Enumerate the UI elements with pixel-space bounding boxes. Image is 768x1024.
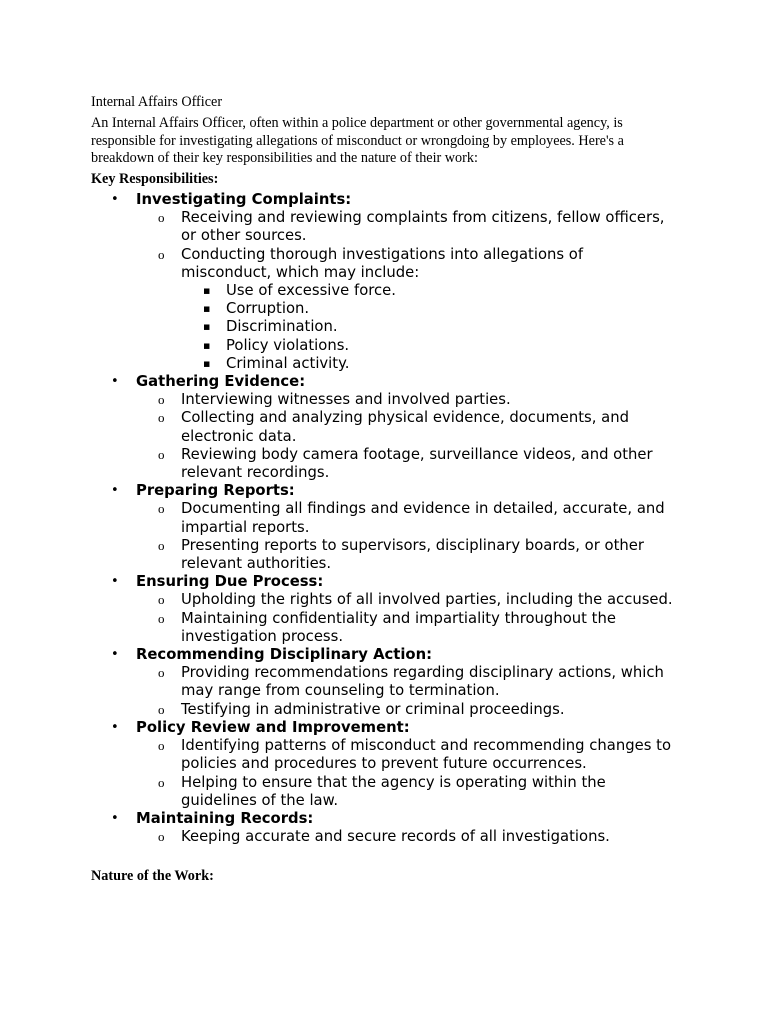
detail-item xyxy=(136,446,676,482)
bullet-circle: o xyxy=(158,665,165,681)
bullet-square: ▪ xyxy=(203,356,211,370)
bullet-circle: o xyxy=(158,210,165,226)
responsibilities-list xyxy=(0,191,768,846)
bullet-circle: o xyxy=(158,829,165,845)
bullet-circle: o xyxy=(158,392,165,408)
responsibility-detail-list xyxy=(136,500,676,573)
misconduct-type-text: Discrimination. xyxy=(226,318,338,336)
bullet-disc: • xyxy=(111,374,119,390)
misconduct-type-item xyxy=(181,282,676,300)
intro-paragraph: An Internal Affairs Officer, often within a police department or other governmental agency, is responsible for investigating allegations of misconduct or wrongdoing by employees. Here's a breakdown of their key responsibilities and the nature of their work: xyxy=(91,115,624,166)
bullet-disc: • xyxy=(111,719,119,735)
bullet-disc: • xyxy=(111,810,119,826)
responsibility-heading: Maintaining Records: xyxy=(136,809,314,827)
misconduct-type-item xyxy=(181,300,676,318)
responsibility-item xyxy=(0,573,676,646)
detail-text: Conducting thorough investigations into allegations of misconduct, which may include: xyxy=(181,245,584,281)
bullet-square: ▪ xyxy=(203,284,211,298)
detail-text: Reviewing body camera footage, surveillance videos, and other relevant recordings. xyxy=(181,445,653,482)
detail-text: Receiving and reviewing complaints from citizens, fellow officers, or other sources. xyxy=(181,209,665,245)
misconduct-type-item xyxy=(181,318,676,336)
responsibility-heading: Recommending Disciplinary Action: xyxy=(136,646,433,664)
misconduct-type-text: Use of excessive force. xyxy=(226,282,396,300)
bullet-square: ▪ xyxy=(203,320,211,334)
detail-item xyxy=(136,701,676,719)
bullet-circle: o xyxy=(158,501,165,517)
responsibility-heading: Gathering Evidence: xyxy=(136,373,306,391)
bullet-circle: o xyxy=(158,446,165,462)
detail-item xyxy=(136,209,676,245)
responsibility-detail-list xyxy=(136,737,676,810)
bullet-circle: o xyxy=(158,592,165,608)
bullet-square: ▪ xyxy=(203,302,211,316)
detail-item xyxy=(136,664,676,700)
bullet-disc: • xyxy=(111,647,119,663)
responsibility-detail-list xyxy=(136,591,676,646)
misconduct-type-text: Criminal activity. xyxy=(226,354,350,372)
responsibility-heading: Investigating Complaints: xyxy=(136,191,352,208)
detail-item xyxy=(136,500,676,536)
responsibility-item xyxy=(0,646,676,719)
detail-item xyxy=(136,610,676,646)
responsibility-item xyxy=(0,719,676,810)
detail-text: Maintaining confidentiality and impartiality throughout the investigation process. xyxy=(181,609,616,645)
bullet-circle: o xyxy=(158,701,165,717)
detail-text: Providing recommendations regarding disciplinary actions, which may range from counseling to termination. xyxy=(181,664,664,700)
detail-text: Documenting all findings and evidence in detailed, accurate, and impartial reports. xyxy=(181,500,665,536)
detail-item xyxy=(136,391,676,409)
misconduct-type-item xyxy=(181,355,676,373)
responsibility-item xyxy=(0,373,676,482)
detail-text: Testifying in administrative or criminal proceedings. xyxy=(181,700,565,718)
bullet-disc: • xyxy=(111,192,119,207)
bullet-circle: o xyxy=(158,246,165,262)
document-title: Internal Affairs Officer xyxy=(91,94,223,110)
detail-item xyxy=(136,537,676,573)
responsibility-heading: Preparing Reports: xyxy=(136,482,295,500)
responsibility-item xyxy=(0,191,676,373)
detail-item xyxy=(136,591,676,609)
responsibility-detail-list xyxy=(136,664,676,719)
responsibility-item xyxy=(0,482,676,573)
responsibility-detail-list xyxy=(136,828,676,846)
bullet-circle: o xyxy=(158,738,165,754)
bullet-circle: o xyxy=(158,774,165,790)
responsibility-heading: Ensuring Due Process: xyxy=(136,573,324,591)
detail-item xyxy=(136,409,676,445)
detail-item xyxy=(136,774,676,810)
bullet-circle: o xyxy=(158,610,165,626)
key-responsibilities-heading: Key Responsibilities: xyxy=(91,171,219,187)
detail-text: Collecting and analyzing physical evidence, documents, and electronic data. xyxy=(181,409,629,445)
bullet-square: ▪ xyxy=(203,338,211,352)
bullet-disc: • xyxy=(111,574,119,590)
nature-of-work-heading: Nature of the Work: xyxy=(91,868,214,884)
responsibility-detail-list xyxy=(136,391,676,482)
misconduct-type-text: Corruption. xyxy=(226,300,310,318)
detail-item xyxy=(136,828,676,846)
bullet-disc: • xyxy=(111,483,119,499)
detail-text: Keeping accurate and secure records of all investigations. xyxy=(181,828,610,846)
responsibility-detail-list xyxy=(136,209,676,373)
responsibility-heading: Policy Review and Improvement: xyxy=(136,718,410,736)
detail-text: Identifying patterns of misconduct and recommending changes to policies and procedures to prevent future occurrences. xyxy=(181,737,672,773)
misconduct-types-list xyxy=(181,282,676,373)
detail-item xyxy=(136,246,676,373)
bullet-circle: o xyxy=(158,537,165,553)
responsibility-item xyxy=(0,810,676,846)
misconduct-type-text: Policy violations. xyxy=(226,336,350,354)
detail-text: Upholding the rights of all involved parties, including the accused. xyxy=(181,591,673,609)
detail-text: Presenting reports to supervisors, disciplinary boards, or other relevant authorities. xyxy=(181,536,644,573)
detail-item xyxy=(136,737,676,773)
bullet-circle: o xyxy=(158,410,165,426)
detail-text: Helping to ensure that the agency is operating within the guidelines of the law. xyxy=(181,773,606,809)
misconduct-type-item xyxy=(181,337,676,355)
detail-text: Interviewing witnesses and involved parties. xyxy=(181,391,511,409)
